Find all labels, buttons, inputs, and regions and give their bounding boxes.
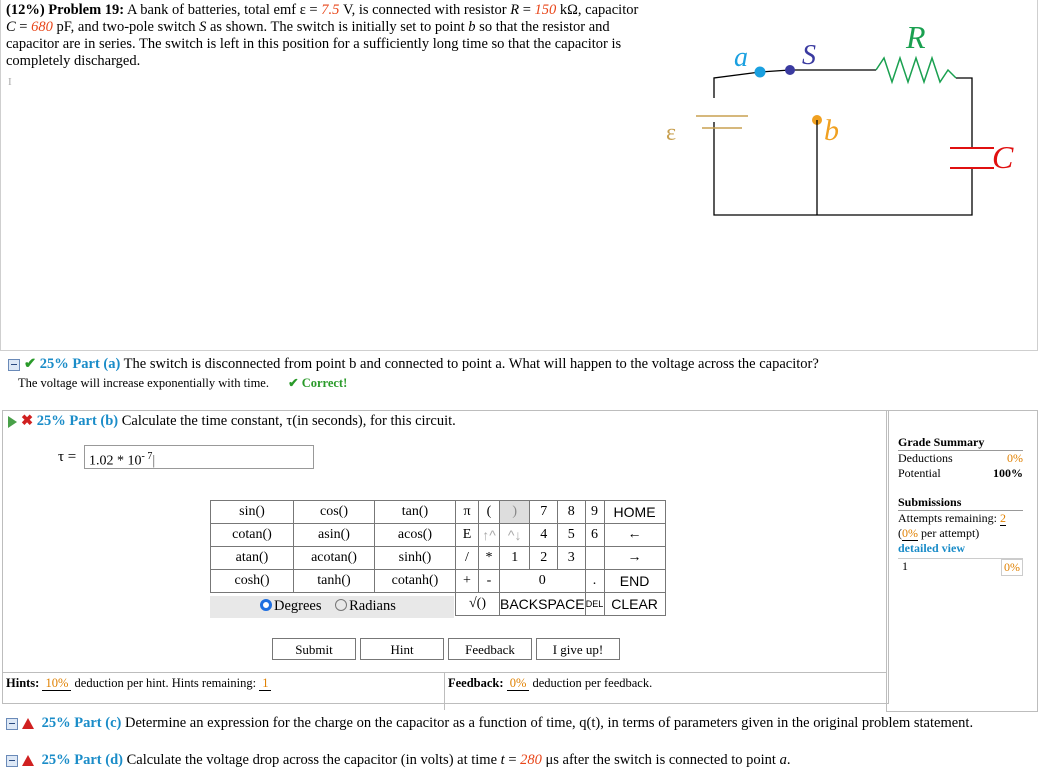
fn-sin-button[interactable]: sin() <box>211 501 294 524</box>
key-lparen[interactable]: ( <box>479 501 500 524</box>
key-5[interactable]: 5 <box>557 524 585 547</box>
label-emf: ε <box>666 120 677 146</box>
resistor-zigzag <box>876 58 956 82</box>
node-s-dot <box>785 65 795 75</box>
detailed-view-link[interactable]: detailed view <box>898 541 965 555</box>
key-plus[interactable]: + <box>456 570 479 593</box>
key-0[interactable]: 0 <box>500 570 586 593</box>
part-a-answer: The voltage will increase exponentially with time. ✔ Correct! <box>18 376 348 390</box>
node-a-dot <box>755 67 766 78</box>
fn-tan-button[interactable]: tan() <box>375 501 456 524</box>
angle-mode: Degrees Radians <box>260 598 396 615</box>
key-updown[interactable]: ^↓ <box>500 524 530 547</box>
hint-button[interactable]: Hint <box>360 638 444 660</box>
capacitance-value: 680 <box>31 19 53 35</box>
problem-statement: (12%) Problem 19: A bank of batteries, total emf ε = 7.5 V, is connected with resistor R = 150 kΩ, capacitor C = 680 pF, and two-pole switch S as shown. The switch is initially set to point b so that the resistor and capacitor are in series. The switch is left in this position for a sufficiently long time so that the capacitor is completely discharged. <box>6 2 639 69</box>
hints-remaining: 1 <box>259 676 271 691</box>
grade-summary: Grade Summary Deductions 0% Potential 100% Submissions Attempts remaining: 2 (0% per attempt) detailed view 1 0% <box>898 435 1023 574</box>
expand-icon[interactable] <box>8 416 17 428</box>
fn-sinh-button[interactable]: sinh() <box>375 547 456 570</box>
tau-label: τ = <box>58 449 77 465</box>
circuit-diagram <box>660 0 1030 230</box>
give-up-button[interactable]: I give up! <box>536 638 620 660</box>
potential-value: 100% <box>993 466 1023 480</box>
key-2[interactable]: 2 <box>530 547 558 570</box>
hint-feedback-divider <box>444 672 445 710</box>
key-4[interactable]: 4 <box>530 524 558 547</box>
fn-tanh-button[interactable]: tanh() <box>294 570 375 593</box>
fn-cos-button[interactable]: cos() <box>294 501 375 524</box>
key-6[interactable]: 6 <box>585 524 604 547</box>
key-divide[interactable]: / <box>456 547 479 570</box>
wire-bottom <box>714 122 972 215</box>
fn-acos-button[interactable]: acos() <box>375 524 456 547</box>
fn-atan-button[interactable]: atan() <box>211 547 294 570</box>
key-spacer <box>585 547 604 570</box>
key-8[interactable]: 8 <box>557 501 585 524</box>
label-c: C <box>992 139 1014 175</box>
key-backspace[interactable]: BACKSPACE <box>500 593 586 616</box>
label-s: S <box>802 40 816 71</box>
feedback-info: Feedback: 0% deduction per feedback. <box>448 676 653 690</box>
part-a-divider <box>2 350 1036 409</box>
key-del[interactable]: DEL <box>585 593 604 616</box>
fn-cosh-button[interactable]: cosh() <box>211 570 294 593</box>
radians-radio[interactable] <box>335 599 347 611</box>
feedback-button[interactable]: Feedback <box>448 638 532 660</box>
grade-summary-title: Grade Summary <box>898 435 1023 451</box>
resistance-value: 150 <box>534 2 557 18</box>
collapse-icon[interactable] <box>6 718 18 730</box>
key-up[interactable]: ↑^ <box>479 524 500 547</box>
warning-icon <box>22 755 34 766</box>
text-cursor-mark: I <box>8 76 12 88</box>
key-sqrt[interactable]: √() <box>456 593 500 616</box>
warning-icon <box>22 718 34 729</box>
part-b-question: ✖ 25% Part (b) Calculate the time constant, τ(in seconds), for this circuit. <box>8 413 456 430</box>
deductions-value: 0% <box>1007 451 1023 465</box>
answer-input[interactable]: $1.02 * 10^{- 7}|$ <box>84 445 314 469</box>
keypad <box>455 500 666 616</box>
key-dot[interactable]: . <box>585 570 604 593</box>
key-multiply[interactable]: * <box>479 547 500 570</box>
label-b: b <box>824 114 839 147</box>
fn-asin-button[interactable]: asin() <box>294 524 375 547</box>
label-a: a <box>734 42 748 73</box>
key-7[interactable]: 7 <box>530 501 558 524</box>
function-pad <box>210 500 456 593</box>
key-1[interactable]: 1 <box>500 547 530 570</box>
key-9[interactable]: 9 <box>585 501 604 524</box>
correct-status: ✔ Correct! <box>288 376 348 390</box>
submission-row: 1 0% <box>898 558 1023 576</box>
key-pi[interactable]: π <box>456 501 479 524</box>
key-minus[interactable]: - <box>479 570 500 593</box>
key-home[interactable]: HOME <box>604 501 665 524</box>
submit-button[interactable]: Submit <box>272 638 356 660</box>
part-a-question: ✔ 25% Part (a) The switch is disconnected from point b and connected to point a. What will happen to the voltage across the capacitor? <box>8 356 1028 373</box>
collapse-icon[interactable] <box>6 755 18 767</box>
key-rparen[interactable]: ) <box>500 501 530 524</box>
x-icon: ✖ <box>21 413 34 429</box>
emf-value: 7.5 <box>321 2 340 18</box>
key-e[interactable]: E <box>456 524 479 547</box>
problem-header: (12%) Problem 19: <box>6 2 125 18</box>
key-clear[interactable]: CLEAR <box>604 593 665 616</box>
fn-cotan-button[interactable]: cotan() <box>211 524 294 547</box>
submissions-title: Submissions <box>898 495 1023 511</box>
wire-top-left <box>714 72 760 98</box>
check-icon: ✔ <box>24 356 37 372</box>
key-forward-arrow[interactable]: → <box>604 547 665 570</box>
time-value: 280 <box>520 752 542 768</box>
part-c-question: 25% Part (c) Determine an expression for the charge on the capacitor as a function of time, q(t), in terms of parameters given in the original problem statement. <box>6 714 1031 732</box>
fn-acotan-button[interactable]: acotan() <box>294 547 375 570</box>
fn-cotanh-button[interactable]: cotanh() <box>375 570 456 593</box>
key-back-arrow[interactable]: ← <box>604 524 665 547</box>
wire-right <box>956 78 972 148</box>
degrees-radio[interactable] <box>260 599 272 611</box>
hints-info: Hints: 10% deduction per hint. Hints remaining: 1 <box>6 676 271 691</box>
label-r: R <box>906 19 926 55</box>
key-end[interactable]: END <box>604 570 665 593</box>
part-d-question: 25% Part (d) Calculate the voltage drop across the capacitor (in volts) at time t = 280 μs after the switch is connected to point a. <box>6 752 1031 769</box>
key-3[interactable]: 3 <box>557 547 585 570</box>
attempts-remaining: 2 <box>999 511 1006 525</box>
